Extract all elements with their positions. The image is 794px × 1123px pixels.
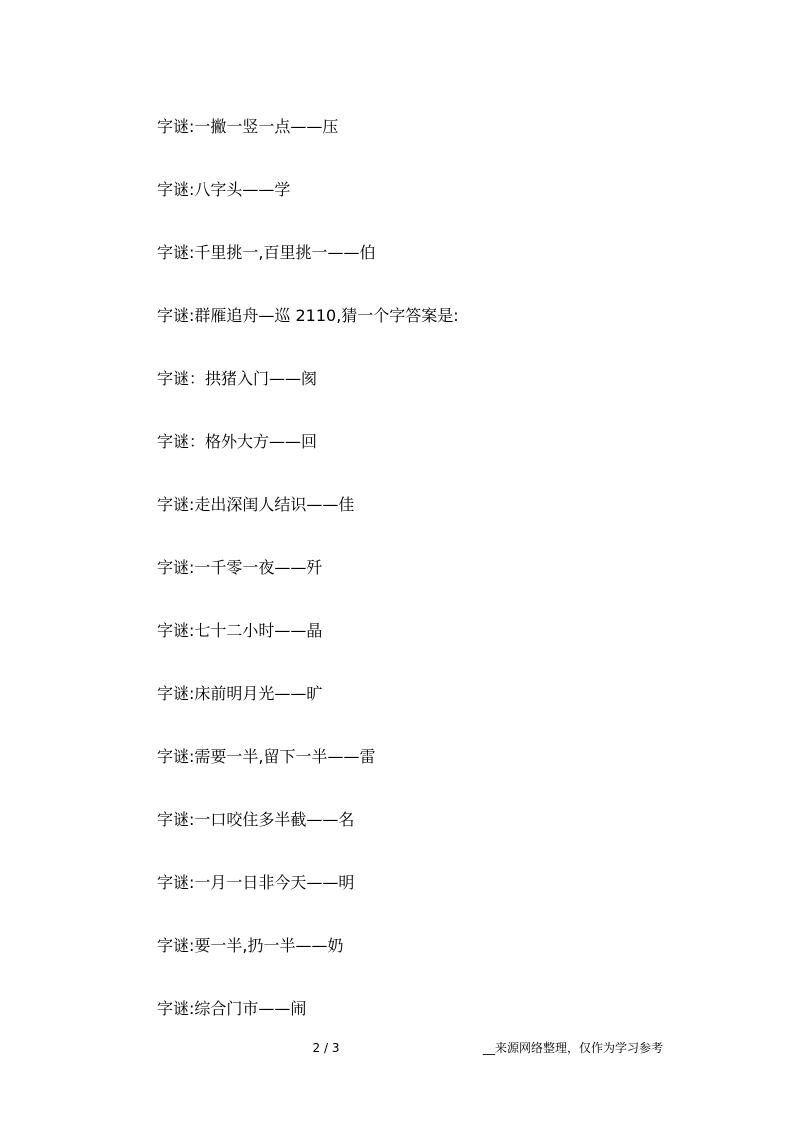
riddle-line: 字谜:一月一日非今天——明 (157, 873, 355, 892)
page-number: 2 / 3 (312, 1041, 340, 1055)
riddle-list (157, 116, 459, 1061)
riddle-line: 字谜:七十二小时——晶 (157, 621, 323, 640)
riddle-line: 字谜:走出深闺人结识——佳 (157, 495, 355, 514)
riddle-line: 字谜:千里挑一,百里挑一——伯 (157, 243, 376, 262)
riddle-line: 字谜:要一半,扔一半——奶 (157, 936, 344, 955)
riddle-line: 字谜：格外大方——回 (157, 432, 318, 451)
riddle-line: 字谜:八字头——学 (157, 180, 291, 199)
riddle-line: 字谜:需要一半,留下一半——雷 (157, 747, 376, 766)
riddle-line: 字谜:一撇一竖一点——压 (157, 117, 339, 136)
riddle-line: 字谜:床前明月光——旷 (157, 684, 323, 703)
riddle-line: 字谜:一千零一夜——歼 (157, 558, 323, 577)
riddle-line: 字谜:一口咬住多半截——名 (157, 810, 355, 829)
riddle-line: 字谜：拱猪入门——阂 (157, 369, 318, 388)
riddle-line: 字谜:综合门市——闹 (157, 999, 307, 1018)
riddle-line: 字谜:群雁追舟—巡 2110,猜一个字答案是: (157, 306, 459, 325)
source-note: __来源网络整理，仅作为学习参考 (483, 1041, 664, 1055)
